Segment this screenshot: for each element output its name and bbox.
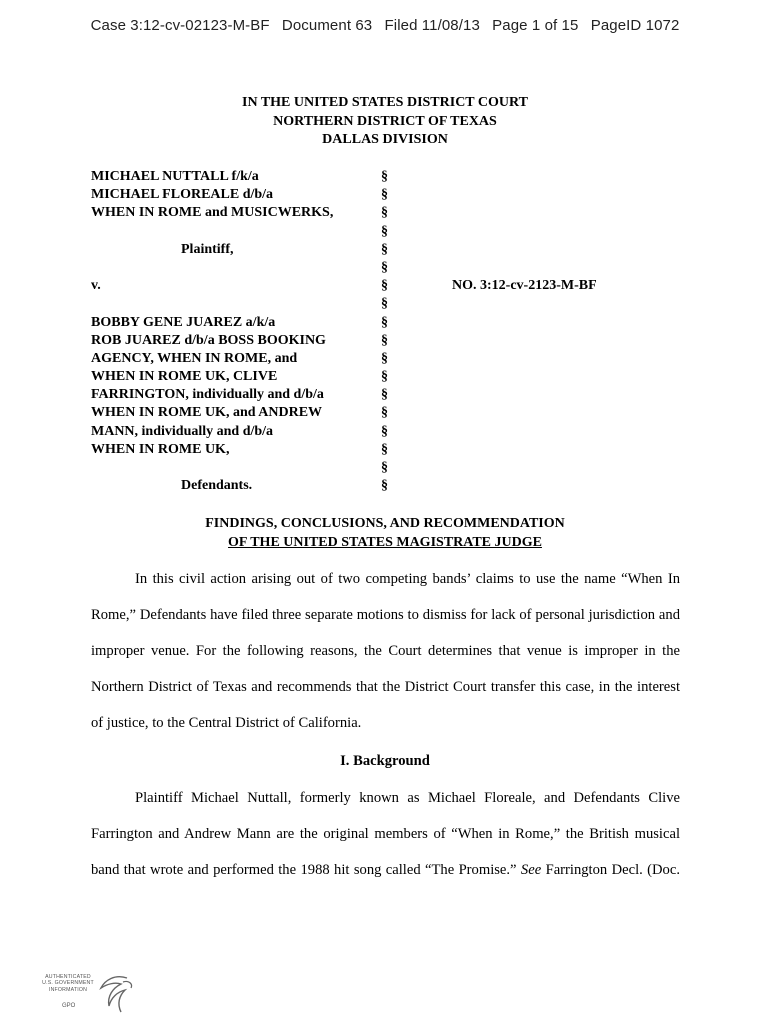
defendant-line: WHEN IN ROME UK,	[91, 441, 230, 457]
defendant-line: BOBBY GENE JUAREZ a/k/a	[91, 314, 276, 330]
gpo-line: AUTHENTICATED	[45, 974, 91, 980]
spacer	[91, 295, 381, 313]
paragraph-line: Rome,” Defendants have filed three separate motions to dismiss for lack of personal jurisdiction and	[91, 607, 680, 623]
defendant-line: ROB JUAREZ d/b/a BOSS BOOKING	[91, 332, 326, 348]
filing-header	[0, 17, 770, 34]
section-symbol: §	[381, 241, 388, 257]
defendant-line: WHEN IN ROME UK, and ANDREW	[91, 405, 323, 421]
paragraph-line: of justice, to the Central District of California.	[91, 715, 362, 731]
page-count: Page 1 of 15	[492, 17, 579, 34]
case-number: NO. 3:12-cv-2123-M-BF	[452, 278, 597, 293]
section-symbol: §	[381, 296, 388, 312]
spacer	[91, 259, 381, 277]
section-symbol: §	[381, 387, 388, 403]
section-symbol-column	[381, 168, 395, 495]
document-number: Document 63	[281, 17, 373, 34]
section-symbol: §	[381, 169, 388, 184]
gpo-line: U.S. GOVERNMENT	[42, 980, 94, 987]
line-text: Farrington Decl. (Doc.	[545, 862, 680, 878]
section-symbol: §	[381, 205, 388, 221]
paragraph-line	[91, 860, 680, 880]
section-symbol: §	[381, 441, 388, 457]
line-text: band that wrote and performed the 1988 hit song called “The Promise.”	[91, 862, 517, 878]
case-caption-parties	[91, 168, 381, 495]
findings-line-2: OF THE UNITED STATES MAGISTRATE JUDGE	[228, 534, 542, 550]
defendant-line: FARRINGTON, individually and d/b/a	[91, 387, 324, 403]
court-line-2: NORTHERN DISTRICT OF TEXAS	[273, 113, 497, 129]
section-heading-background: I. Background	[340, 753, 430, 769]
defendant-label: Defendants.	[181, 478, 253, 494]
section-symbol: §	[381, 278, 388, 294]
spacer	[91, 223, 381, 241]
gpo-mark: GPO	[62, 1003, 76, 1009]
section-symbol: §	[381, 259, 388, 275]
section-symbol: §	[381, 350, 388, 366]
section-symbol: §	[381, 314, 388, 330]
spacer	[91, 459, 381, 477]
section-symbol: §	[381, 223, 388, 239]
paragraph-line: improper venue. For the following reasons, the Court determines that venue is improper in the	[91, 643, 680, 659]
plaintiff-line: WHEN IN ROME and MUSICWERKS,	[91, 205, 334, 221]
court-line-3: DALLAS DIVISION	[322, 132, 448, 147]
plaintiff-label: Plaintiff,	[181, 241, 234, 257]
paragraph-line: In this civil action arising out of two competing bands’ claims to use the name “When In	[135, 571, 680, 587]
section-symbol: §	[381, 478, 388, 494]
case-id: Case 3:12-cv-02123-M-BF	[90, 17, 270, 34]
paragraph-line: Northern District of Texas and recommends that the District Court transfer this case, in the interest	[91, 679, 680, 695]
document-title	[0, 515, 770, 552]
court-line-1: IN THE UNITED STATES DISTRICT COURT	[242, 95, 528, 110]
findings-line-1: FINDINGS, CONCLUSIONS, AND RECOMMENDATION	[205, 516, 565, 531]
section-symbol: §	[381, 187, 388, 203]
paragraph-line: Plaintiff Michael Nuttall, formerly known as Michael Floreale, and Defendants Clive	[135, 790, 680, 806]
defendant-line: WHEN IN ROME UK, CLIVE	[91, 369, 278, 385]
filed-date: Filed 11/08/13	[384, 17, 480, 34]
citation-signal: See	[520, 862, 542, 878]
page-id: PageID 1072	[590, 17, 680, 34]
eagle-icon	[35, 970, 135, 1016]
section-symbol: §	[381, 460, 388, 475]
plaintiff-line: MICHAEL FLOREALE d/b/a	[91, 187, 274, 203]
section-symbol: §	[381, 369, 388, 385]
section-symbol: §	[381, 423, 388, 439]
gpo-line: INFORMATION	[48, 986, 88, 993]
defendant-line: AGENCY, WHEN IN ROME, and	[91, 350, 298, 366]
section-symbol: §	[381, 332, 388, 348]
paragraph-line: Farrington and Andrew Mann are the original members of “When in Rome,” the British musical	[91, 826, 680, 842]
versus: v.	[91, 278, 101, 294]
plaintiff-line: MICHAEL NUTTALL f/k/a	[91, 169, 259, 184]
defendant-line: MANN, individually and d/b/a	[91, 423, 274, 439]
court-heading	[0, 94, 770, 150]
section-symbol: §	[381, 405, 388, 421]
